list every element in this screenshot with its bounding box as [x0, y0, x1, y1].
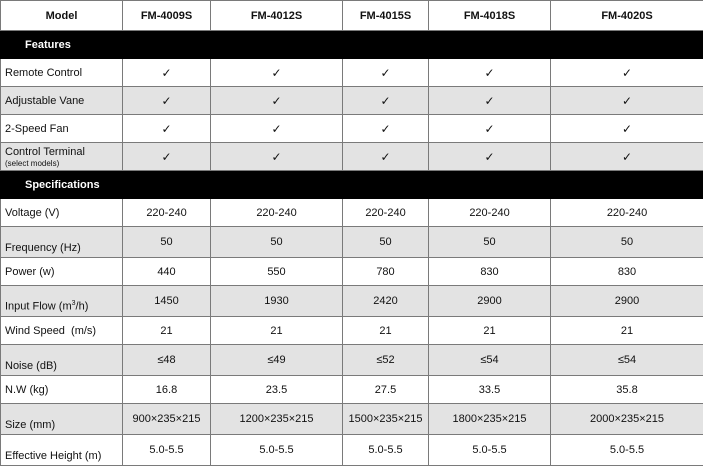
table-row: [1, 258, 703, 286]
table-cell: 1500×235×215: [343, 404, 429, 435]
row-label: Effective Height (m): [1, 435, 123, 466]
table-cell: 5.0-5.5: [211, 435, 343, 466]
table-cell: 1450: [123, 286, 211, 317]
table-cell: 21: [123, 317, 211, 345]
table-cell: 50: [211, 227, 343, 258]
table-cell: ≤52: [343, 345, 429, 376]
table-cell: 50: [123, 227, 211, 258]
check-icon: ✓: [123, 115, 211, 143]
table-row: [1, 59, 703, 87]
row-label: 2-Speed Fan: [1, 115, 123, 143]
row-label: Frequency (Hz): [1, 227, 123, 258]
table-row: [1, 115, 703, 143]
model-name: FM-4012S: [211, 1, 343, 31]
model-header: Model: [1, 1, 123, 31]
check-icon: ✓: [123, 143, 211, 171]
check-icon: ✓: [343, 87, 429, 115]
table-cell: 780: [343, 258, 429, 286]
check-icon: ✓: [551, 143, 703, 171]
table-cell: 2000×235×215: [551, 404, 703, 435]
row-label: [1, 143, 123, 171]
table-cell: 16.8: [123, 376, 211, 404]
table-cell: 830: [429, 258, 551, 286]
row-label: Remote Control: [1, 59, 123, 87]
table-cell: 27.5: [343, 376, 429, 404]
check-icon: ✓: [211, 115, 343, 143]
table-cell: 1930: [211, 286, 343, 317]
row-label: [1, 286, 123, 317]
table-row: [1, 143, 703, 171]
table-cell: 2900: [429, 286, 551, 317]
table-cell: 220-240: [429, 199, 551, 227]
table-cell: 21: [429, 317, 551, 345]
superscript: 3: [72, 300, 76, 307]
check-icon: ✓: [211, 59, 343, 87]
table-cell: 900×235×215: [123, 404, 211, 435]
model-name: FM-4018S: [429, 1, 551, 31]
table-cell: 5.0-5.5: [123, 435, 211, 466]
check-icon: ✓: [429, 115, 551, 143]
row-label-text: Input Flow (m: [5, 301, 72, 313]
table-row: [1, 199, 703, 227]
row-label: N.W (kg): [1, 376, 123, 404]
check-icon: ✓: [343, 143, 429, 171]
table-cell: 33.5: [429, 376, 551, 404]
row-label: Power (w): [1, 258, 123, 286]
features-section-header: [1, 31, 703, 59]
table-cell: 220-240: [551, 199, 703, 227]
row-label: Voltage (V): [1, 199, 123, 227]
table-row: [1, 376, 703, 404]
table-row: [1, 87, 703, 115]
table-row: [1, 286, 703, 317]
table-cell: 5.0-5.5: [429, 435, 551, 466]
model-name: FM-4015S: [343, 1, 429, 31]
table-cell: 5.0-5.5: [343, 435, 429, 466]
table-cell: 35.8: [551, 376, 703, 404]
header-row: [1, 1, 703, 31]
table-cell: 50: [429, 227, 551, 258]
row-label: Adjustable Vane: [1, 87, 123, 115]
table-cell: 21: [551, 317, 703, 345]
specifications-section-header: [1, 171, 703, 199]
table-cell: ≤48: [123, 345, 211, 376]
table-cell: 2900: [551, 286, 703, 317]
row-label-suffix: /h): [76, 301, 89, 313]
table-cell: ≤54: [429, 345, 551, 376]
check-icon: ✓: [343, 115, 429, 143]
table-cell: ≤54: [551, 345, 703, 376]
table-row: [1, 404, 703, 435]
check-icon: ✓: [211, 87, 343, 115]
check-icon: ✓: [343, 59, 429, 87]
model-name: FM-4020S: [551, 1, 703, 31]
table-cell: 830: [551, 258, 703, 286]
table-row: [1, 227, 703, 258]
table-cell: ≤49: [211, 345, 343, 376]
check-icon: ✓: [429, 59, 551, 87]
check-icon: ✓: [429, 143, 551, 171]
table-cell: 440: [123, 258, 211, 286]
check-icon: ✓: [551, 59, 703, 87]
check-icon: ✓: [551, 115, 703, 143]
check-icon: ✓: [123, 87, 211, 115]
table-cell: 220-240: [211, 199, 343, 227]
row-label-main: Control Terminal: [5, 146, 122, 159]
table-row: [1, 345, 703, 376]
table-cell: 2420: [343, 286, 429, 317]
table-cell: 50: [343, 227, 429, 258]
table-cell: 23.5: [211, 376, 343, 404]
table-cell: 50: [551, 227, 703, 258]
row-label: Noise (dB): [1, 345, 123, 376]
model-name: FM-4009S: [123, 1, 211, 31]
row-label: Size (mm): [1, 404, 123, 435]
section-title: Specifications: [1, 171, 703, 199]
table-cell: 21: [343, 317, 429, 345]
table-cell: 21: [211, 317, 343, 345]
row-label-note: (select models): [5, 159, 122, 168]
check-icon: ✓: [551, 87, 703, 115]
check-icon: ✓: [211, 143, 343, 171]
check-icon: ✓: [429, 87, 551, 115]
table-row: [1, 317, 703, 345]
check-icon: ✓: [123, 59, 211, 87]
table-cell: 550: [211, 258, 343, 286]
table-cell: 5.0-5.5: [551, 435, 703, 466]
table-cell: 1800×235×215: [429, 404, 551, 435]
table-row: [1, 435, 703, 466]
row-label: Wind Speed (m/s): [1, 317, 123, 345]
table-cell: 220-240: [343, 199, 429, 227]
table-cell: 220-240: [123, 199, 211, 227]
table-cell: 1200×235×215: [211, 404, 343, 435]
section-title: Features: [1, 31, 703, 59]
